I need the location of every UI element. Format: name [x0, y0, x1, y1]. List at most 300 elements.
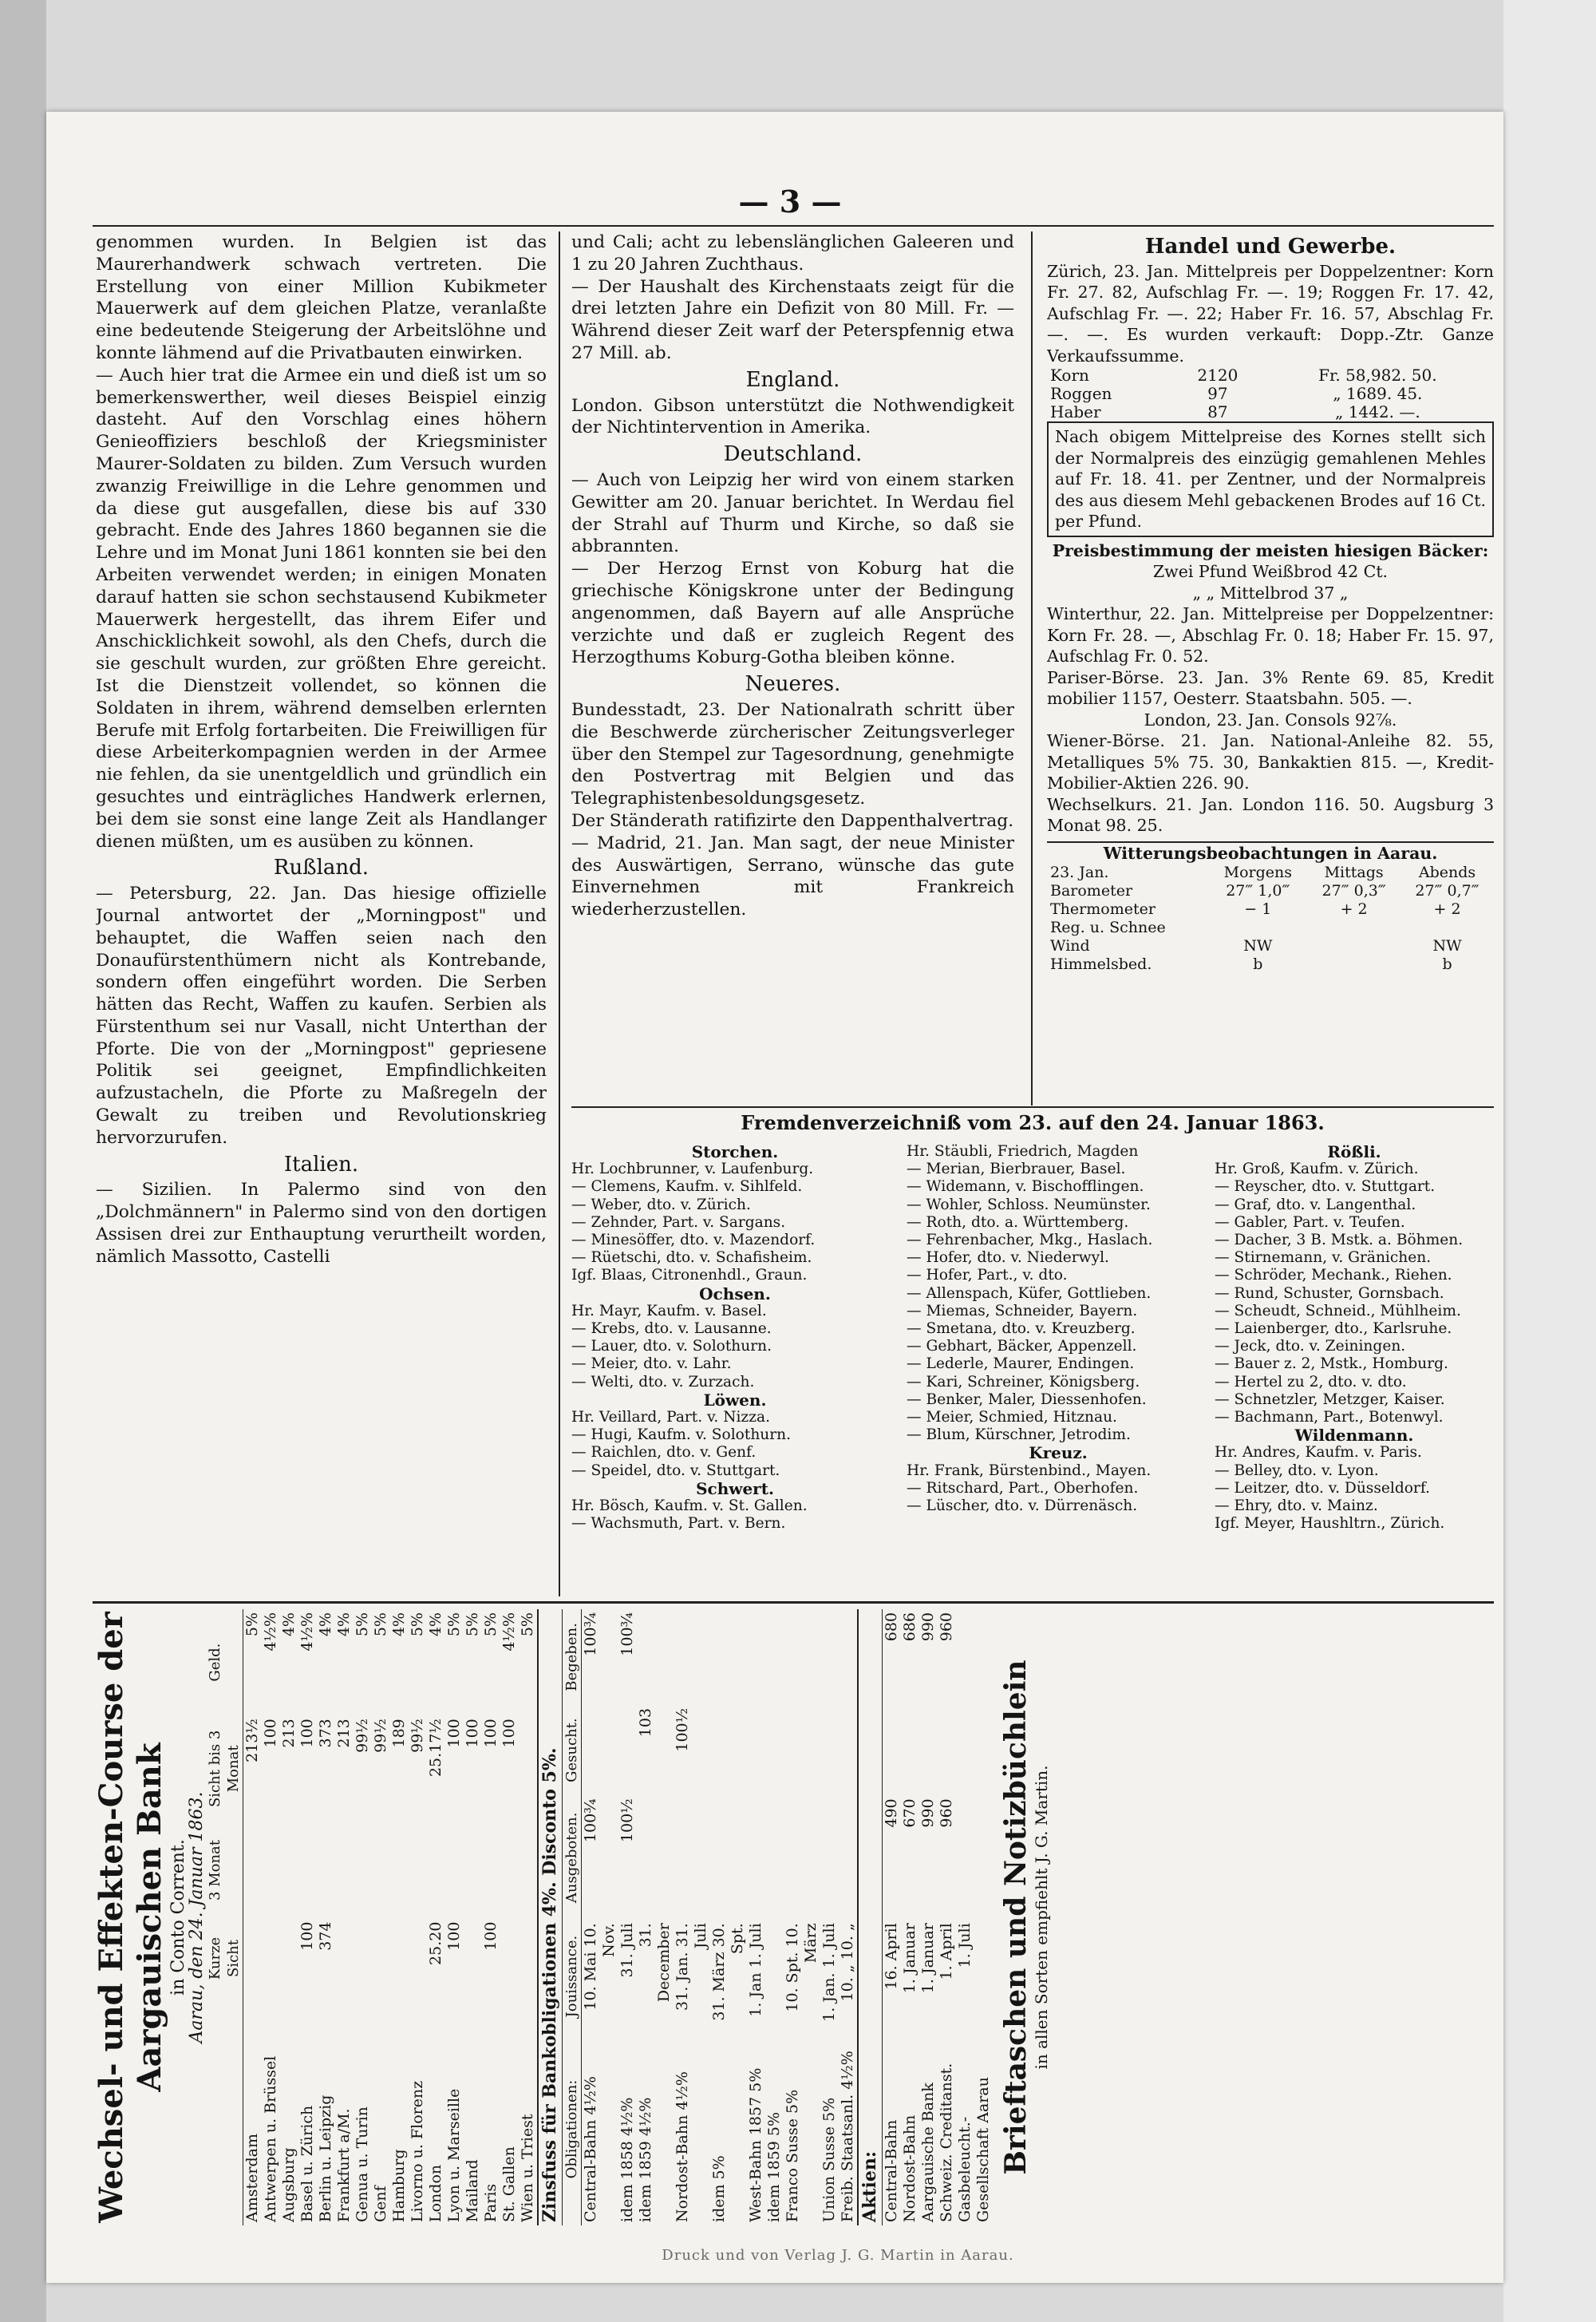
row-value: [500, 1822, 519, 1918]
guest-entry: — Speidel, dto. v. Stuttgart.: [571, 1462, 780, 1479]
row-label: Nordost-Bahn: [901, 2114, 918, 2222]
column-divider-1: [559, 231, 560, 1596]
table-row: [335, 1609, 354, 2225]
obligations-table: [563, 1609, 993, 2225]
sales-table: [1047, 366, 1494, 421]
row-value: 5%: [409, 1612, 426, 1637]
row-value: [956, 1705, 993, 1795]
aktien-heading-row: Aktien:: [858, 1609, 883, 2225]
row-value: 4%: [335, 1612, 353, 1637]
row-label: London: [427, 2164, 444, 2222]
guest-entry: Hr. Mayr, Kaufm. v. Basel.: [571, 1302, 767, 1319]
row-value: 100: [482, 1921, 500, 1951]
table-row: [317, 1609, 335, 2225]
table-header-row: Kurze Sicht 3 Monat Sicht bis 3 Monat Geld.: [206, 1609, 243, 2225]
guest-entry: — Weber, dto. v. Zürich.: [571, 1196, 751, 1213]
row-label: Schweiz. Creditanst.: [938, 2063, 955, 2222]
guest-entry: — Minesöffer, dto. v. Mazendorf.: [571, 1232, 816, 1249]
row-value: [710, 1609, 747, 1705]
article-paragraph: und Cali; acht zu lebenslänglichen Galeeren und 1 zu 20 Jahren Zuchthaus.: [571, 232, 1014, 275]
guest-register: [571, 1111, 1494, 1596]
row-value: [938, 1705, 956, 1795]
row-value: 4½%: [500, 1612, 518, 1652]
guest-entry: — Schröder, Mechank., Riehen.: [1215, 1267, 1452, 1284]
guest-entry: — Lederle, Maurer, Endingen.: [907, 1355, 1135, 1373]
row-value: 100: [482, 1719, 500, 1748]
row-value: [500, 1919, 519, 1999]
bakery-price-1: Zwei Pfund Weißbrod 42 Ct.: [1152, 562, 1389, 581]
hotel-heading: Wildenmann.: [1294, 1426, 1414, 1446]
guest-column-3: [1215, 1143, 1494, 1533]
row-value: [262, 1822, 280, 1918]
guest-entry: — Miemas, Schneider, Bayern.: [907, 1302, 1138, 1319]
row-value: 5%: [372, 1612, 389, 1637]
weather-heading: Witterungsbeobachtungen in Aarau.: [1047, 841, 1494, 864]
row-value: 1. Januar: [901, 1923, 918, 1994]
exchange-date: Aarau, den 24. Januar 1863.: [187, 1791, 207, 2043]
table-header-row: Obligationen: Jouissance. Ausgeboten. Gesucht. Begeben.: [563, 1609, 582, 2225]
guest-entry: — Lauer, dto. v. Solothurn.: [571, 1338, 772, 1355]
row-value: 680: [883, 1612, 900, 1642]
hotel-heading: Rößli.: [1327, 1143, 1381, 1161]
table-row: Thermometer − 1 + 2 + 2: [1050, 900, 1461, 918]
zinsfuss-line: Zinsfuss für Bankobligationen 4%. Disconto 5%.: [537, 1609, 563, 2225]
bakery-price-2: „ „ Mittelbrod 37 „: [1192, 583, 1349, 603]
row-value: 4½%: [298, 1612, 316, 1652]
row-value: 4½%: [262, 1612, 279, 1652]
row-value: [784, 1705, 820, 1795]
guest-entry: — Krebs, dto. v. Lausanne.: [571, 1320, 772, 1338]
row-label: Hamburg: [390, 2149, 408, 2222]
row-value: 10. Mai 10. Nov.: [582, 1923, 618, 2011]
row-value: 100½: [674, 1707, 691, 1752]
row-label: Berlin u. Leipzig: [317, 2095, 334, 2222]
article-paragraph: — Madrid, 21. Jan. Man sagt, der neue Minister des Auswärtigen, Serrano, wünsche das gute Einvernehmen mit Frankreich wiederherzustellen.: [571, 833, 1014, 920]
row-label: Union Susse 5%: [820, 2097, 838, 2222]
row-value: [765, 1795, 784, 1920]
table-row: [354, 1609, 372, 2225]
table-row: [582, 1609, 619, 2225]
row-label: Amsterdam: [243, 2134, 261, 2222]
table-row: Roggen 97 „ 1689. 45.: [1050, 384, 1423, 403]
guest-entry: — Graf, dto. v. Langenthal.: [1215, 1196, 1416, 1213]
row-value: [784, 1609, 820, 1705]
row-value: 374: [317, 1921, 334, 1951]
row-value: 5%: [519, 1612, 536, 1637]
guest-entry: — Roth, dto. a. Württemberg.: [907, 1213, 1129, 1231]
guest-entry: — Fehrenbacher, Mkg., Haslach.: [907, 1232, 1153, 1249]
table-row: [710, 1609, 747, 2225]
market-london: London, 23. Jan. Consols 92⅞.: [1144, 710, 1397, 730]
row-value: 5%: [354, 1612, 371, 1637]
row-value: [582, 1705, 619, 1795]
guest-entry: — Bachmann, Part., Botenwyl.: [1215, 1409, 1444, 1426]
guest-entry: — Blum, Kürschner, Jetrodim.: [907, 1426, 1131, 1444]
row-label: Mailand: [464, 2159, 481, 2222]
scan-right-edge: [1503, 0, 1596, 2322]
guest-column-2: [907, 1143, 1210, 1515]
table-row: [482, 1609, 500, 2225]
article-paragraph: Der Ständerath ratifizirte den Dappenthalvertrag.: [571, 810, 1014, 831]
row-value: [883, 1705, 902, 1795]
guest-entry: — Jeck, dto. v. Zeiningen.: [1215, 1338, 1406, 1355]
table-row: Haber 87 „ 1442. —.: [1050, 402, 1420, 421]
row-label: idem 1859 4½%: [637, 2097, 654, 2222]
hotel-heading: Kreuz.: [1029, 1443, 1088, 1463]
guest-entry: Igf. Meyer, Haushltrn., Zürich.: [1215, 1515, 1445, 1533]
row-value: 670: [901, 1798, 918, 1828]
section-heading-neueres: Neueres.: [745, 672, 841, 697]
row-value: [674, 1795, 710, 1920]
row-value: [372, 1919, 390, 1999]
row-value: [482, 1822, 500, 1918]
article-paragraph: — Der Haushalt des Kirchenstaats zeigt für die drei letzten Jahre ein Defizit von 80 Mill. Fr. — Während dieser Zeit warf der Peterspfennig etwa 27 Mill. ab.: [571, 276, 1014, 363]
row-value: 960: [938, 1798, 955, 1828]
row-value: [747, 1705, 765, 1795]
row-value: 1. Juli: [956, 1923, 974, 1968]
row-label: West-Bahn 1857 5%: [747, 2067, 764, 2222]
row-value: 100¾: [618, 1612, 636, 1656]
row-value: 960: [938, 1612, 955, 1642]
row-value: 100: [262, 1719, 279, 1748]
row-value: 5%: [445, 1612, 463, 1637]
guest-entry: — Bauer z. 2, Mstk., Homburg.: [1215, 1355, 1448, 1373]
row-value: 990: [919, 1798, 937, 1828]
guest-entry: Hr. Veillard, Part. v. Nizza.: [571, 1409, 771, 1426]
guest-entry: — Clemens, Kaufm. v. Sihlfeld.: [571, 1178, 803, 1196]
row-value: [335, 1919, 354, 1999]
table-row: [243, 1609, 263, 2225]
row-label: Franco Susse 5%: [784, 2089, 801, 2222]
article-paragraph: London. Gibson unterstützt die Nothwendigkeit der Nichtintervention in Amerika.: [571, 395, 1014, 438]
guest-column-1: [571, 1143, 899, 1533]
row-value: [280, 1822, 298, 1918]
row-label: Antwerpen u. Brüssel: [262, 2055, 279, 2222]
column-3-market-report: [1047, 231, 1494, 1106]
row-label: Central-Bahn 4½%: [582, 2076, 599, 2222]
row-value: 5%: [482, 1612, 500, 1637]
row-label: idem 1859 5%: [765, 2111, 783, 2222]
guest-entry: Hr. Stäubli, Friedrich, Magden: [907, 1143, 1139, 1160]
column-1: [96, 231, 547, 1588]
guest-entry: — Schnetzler, Metzger, Kaiser.: [1215, 1390, 1445, 1408]
row-value: 1. Januar: [919, 1923, 937, 1994]
row-value: [390, 1919, 409, 1999]
guest-entry: — Ehry, dto. v. Mainz.: [1215, 1497, 1378, 1515]
row-value: 1. Jan 1. Juli: [747, 1923, 764, 2017]
normal-price-box: Nach obigem Mittelpreise des Kornes stellt sich der Normalpreis des einzügig gemahlenen Mehles auf Fr. 18. 41. per Zentner, und der Normalpreis des aus diesem Mehl gebackenen Brodes auf 16 Ct. per Pfund.: [1047, 421, 1494, 537]
row-value: [747, 1795, 765, 1920]
row-value: [390, 1822, 409, 1918]
row-value: 100: [298, 1921, 316, 1951]
row-value: [765, 1705, 784, 1795]
hotel-heading: Storchen.: [691, 1143, 779, 1161]
row-value: 100½: [618, 1798, 636, 1843]
guest-entry: — Leitzer, dto. v. Düsseldorf.: [1215, 1479, 1430, 1497]
guest-entry: — Ritschard, Part., Oberhofen.: [907, 1479, 1139, 1497]
row-value: 31. December: [637, 1923, 673, 2003]
row-value: 373: [317, 1719, 334, 1748]
section-heading-italien: Italien.: [283, 1152, 359, 1177]
section-rule: [93, 1601, 1494, 1604]
table-row: [500, 1609, 519, 2225]
exchange-rates-rotated: [93, 1609, 1494, 2225]
header-rule: [93, 225, 1494, 227]
aktien-rows: [883, 1609, 994, 2225]
row-value: 213: [335, 1719, 353, 1748]
exchange-rates-panel: [93, 1609, 1494, 2225]
row-value: [464, 1919, 482, 1999]
bakery-price-heading: Preisbestimmung der meisten hiesigen Bäcker:: [1052, 540, 1489, 560]
row-value: 10. Spt. 10. März: [784, 1923, 820, 2012]
table-row: [674, 1609, 710, 2225]
exchange-table: [206, 1609, 537, 2225]
row-value: [445, 1822, 464, 1918]
row-value: [956, 1609, 993, 1705]
row-value: [710, 1705, 747, 1795]
imprint: Druck und von Verlag J. G. Martin in Aarau.: [662, 2247, 1014, 2264]
row-label: idem 1858 4½%: [618, 2097, 636, 2222]
row-value: 100¾: [582, 1612, 599, 1656]
table-row: [618, 1609, 637, 2225]
row-value: [765, 1920, 784, 2033]
row-label: Central-Bahn: [883, 2119, 900, 2222]
article-paragraph: genommen wurden. In Belgien ist das Maurerhandwerk schwach vertreten. Die Erstellung von einer Million Kubikmeter Mauerwerk auf dem gleichen Platze, veranlaßte eine bedeutende Steigerung der Arbeitslöhne und konnte lähmend auf die Privatbauten einwirken.: [96, 232, 547, 363]
row-label: Freib. Staatsanl. 4½%: [839, 2051, 856, 2222]
table-row: Wind NW NW: [1050, 937, 1462, 955]
row-label: idem 5%: [710, 2155, 728, 2222]
table-row: [938, 1609, 956, 2225]
hotel-heading: Ochsen.: [699, 1284, 771, 1303]
row-value: 1. April: [938, 1923, 955, 1980]
table-row: [839, 1609, 858, 2225]
row-value: 100: [298, 1719, 316, 1748]
article-paragraph: Bundesstadt, 23. Der Nationalrath schritt über die Beschwerde zürcherischer Zeitungsverleger über den Stempel zur Tagesordnung, genehmigte den Postvertrag mit Belgien und das Telegraphistenbesoldungsgesetz.: [571, 699, 1014, 809]
table-row: Himmelsbed. b b: [1050, 955, 1452, 973]
hotel-heading: Schwert.: [696, 1478, 774, 1498]
row-value: 100: [464, 1719, 481, 1748]
row-value: 100¾: [582, 1798, 599, 1843]
row-label: Genua u. Turin: [354, 2106, 371, 2222]
table-row: [445, 1609, 464, 2225]
guest-entry: — Kari, Schreiner, Königsberg.: [907, 1373, 1140, 1390]
row-value: [409, 1822, 427, 1918]
row-value: 4%: [390, 1612, 408, 1637]
guest-entry: Igf. Blaas, Citronenhdl., Graun.: [571, 1267, 808, 1284]
table-header-row: 23. Jan. Morgens Mittags Abends: [1050, 864, 1476, 881]
row-label: Genf: [372, 2186, 389, 2222]
guest-entry: Hr. Bösch, Kaufm. v. St. Gallen.: [571, 1497, 808, 1515]
row-value: [427, 1822, 445, 1918]
guest-entry: — Hofer, dto. v. Niederwyl.: [907, 1249, 1109, 1267]
row-value: 189: [390, 1719, 408, 1748]
guest-entry: — Dacher, 3 B. Mstk. a. Böhmen.: [1215, 1232, 1464, 1249]
hotel-heading: Löwen.: [703, 1390, 767, 1410]
row-value: [839, 1795, 858, 1920]
row-label: Basel u. Zürich: [298, 2105, 316, 2222]
table-row: [637, 1609, 674, 2225]
row-value: [637, 1795, 674, 1920]
row-value: 4%: [280, 1612, 298, 1637]
guest-entry: — Welti, dto. v. Zurzach.: [571, 1373, 755, 1390]
guest-entry: — Wohler, Schloss. Neumünster.: [907, 1196, 1151, 1213]
row-value: [519, 1715, 537, 1822]
advert-subtitle: in allen Sorten empfiehlt J. G. Martin.: [1032, 1765, 1051, 2070]
guest-entry: — Belley, dto. v. Lyon.: [1215, 1462, 1379, 1479]
market-wechsel: Wechselkurs. 21. Jan. London 116. 50. Augsburg 3 Monat 98. 25.: [1047, 794, 1494, 835]
guest-entry: — Meier, dto. v. Lahr.: [571, 1355, 732, 1373]
column-divider-2: [1031, 231, 1033, 1106]
row-value: 31. März 30. Spt.: [710, 1923, 746, 2021]
exchange-rows: [243, 1609, 538, 2225]
advert-title: Brieftaschen und Notizbüchlein: [999, 1659, 1033, 2175]
row-value: 686: [901, 1612, 918, 1642]
row-value: 490: [883, 1798, 900, 1828]
row-value: [820, 1795, 839, 1920]
row-value: [354, 1822, 372, 1918]
row-value: 25.20: [427, 1921, 444, 1965]
table-row: [765, 1609, 784, 2225]
table-row: [901, 1609, 919, 2225]
row-value: 100: [500, 1719, 518, 1748]
row-value: [839, 1705, 858, 1795]
article-paragraph: — Auch von Leipzig her wird von einem starken Gewitter am 20. Januar berichtet. In Werdau fiel der Strahl auf Thurm und Kirche, so daß sie abbrannten.: [571, 469, 1014, 557]
weather-table: [1047, 864, 1494, 974]
row-value: [710, 1795, 747, 1920]
row-value: 100: [445, 1921, 463, 1951]
article-paragraph: — Sizilien. In Palermo sind von den „Dolchmännern" in Palermo sind von den dortigen Assisen drei zur Enthauptung verurtheilt worden, nämlich Massotto, Castelli: [96, 1180, 547, 1267]
obligation-rows: [582, 1609, 859, 2225]
row-value: 25.17½: [427, 1719, 444, 1778]
row-value: [280, 1919, 298, 1999]
row-label: Livorno u. Florenz: [409, 2080, 426, 2222]
table-row: [919, 1609, 938, 2225]
row-value: [243, 1822, 263, 1918]
guest-entry: — Widemann, v. Bischofflingen.: [907, 1178, 1144, 1196]
row-value: 16. April: [883, 1923, 900, 1990]
row-value: [317, 1822, 335, 1918]
table-row: [883, 1609, 902, 2225]
guest-entry: — Hugi, Kaufm. v. Solothurn.: [571, 1426, 792, 1444]
row-value: [820, 1609, 839, 1705]
table-row: [820, 1609, 839, 2225]
row-value: [262, 1919, 280, 1999]
guest-register-title: Fremdenverzeichniß vom 23. auf den 24. Januar 1863.: [741, 1111, 1325, 1134]
exchange-subtitle: in Conto Corrent.: [168, 1839, 188, 1996]
row-value: 31. Jan. 31. Juli: [674, 1923, 709, 2011]
row-value: 990: [919, 1612, 937, 1642]
table-row: [747, 1609, 765, 2225]
row-value: 4%: [317, 1612, 334, 1637]
guest-entry: — Merian, Bierbrauer, Basel.: [907, 1161, 1126, 1178]
row-value: [956, 1795, 993, 1920]
guest-entry: Hr. Andres, Kaufm. v. Paris.: [1215, 1444, 1422, 1462]
row-label: Aargauische Bank: [919, 2083, 937, 2222]
row-value: [464, 1822, 482, 1918]
table-row: [298, 1609, 317, 2225]
column-2: [571, 231, 1014, 1106]
guest-entry: — Reyscher, dto. v. Stuttgart.: [1215, 1178, 1436, 1196]
table-row: [280, 1609, 298, 2225]
row-value: [409, 1919, 427, 1999]
market-paris: Pariser-Börse. 23. Jan. 3% Rente 69. 85, Kredit mobilier 1157, Oesterr. Staatsbahn. 505. —.: [1047, 667, 1494, 708]
table-row: Barometer 27‴ 1,0‴ 27‴ 0,3‴ 27‴ 0,7‴: [1050, 882, 1479, 900]
row-value: 99½: [409, 1719, 426, 1753]
row-value: [519, 1822, 537, 1918]
row-value: 5%: [243, 1612, 261, 1637]
guest-entry: Hr. Lochbrunner, v. Laufenburg.: [571, 1161, 814, 1178]
row-value: [674, 1609, 710, 1705]
row-value: [519, 1919, 537, 1999]
guest-entry: — Lüscher, dto. v. Dürrenäsch.: [907, 1497, 1138, 1515]
section-heading-england: England.: [745, 367, 840, 392]
guest-entry: — Smetana, dto. v. Kreuzberg.: [907, 1320, 1136, 1338]
table-row: [464, 1609, 482, 2225]
row-label: Lyon u. Marseille: [445, 2088, 463, 2222]
row-value: [765, 1609, 784, 1705]
row-value: [372, 1822, 390, 1918]
guest-entry: — Gabler, Part. v. Teufen.: [1215, 1213, 1405, 1231]
market-zurich: Zürich, 23. Jan. Mittelpreis per Doppelzentner: Korn Fr. 27. 82, Aufschlag Fr. —. 19; Roggen Fr. 17. 42, Aufschlag Fr. —. 22; Haber Fr. 16. 57, Abschlag Fr. —. —. Es wurden verkauft: Dopp.-Ztr. Ganze Verkaufssumme.: [1047, 261, 1494, 366]
row-value: [919, 1705, 938, 1795]
row-value: [243, 1919, 263, 1999]
guest-entry: — Scheudt, Schneid., Mühlheim.: [1215, 1302, 1461, 1319]
table-row: [427, 1609, 445, 2225]
row-label: Paris: [482, 2183, 500, 2222]
table-row: [390, 1609, 409, 2225]
guest-entry: — Raichlen, dto. v. Genf.: [571, 1444, 757, 1462]
table-row: [519, 1609, 537, 2225]
market-winterthur: Winterthur, 22. Jan. Mittelpreise per Doppelzentner: Korn Fr. 28. —, Abschlag Fr. 0. 18; Haber Fr. 15. 97, Aufschlag Fr. 0. 52.: [1047, 604, 1494, 666]
scan-left-edge: [0, 0, 46, 2322]
row-value: 213: [280, 1719, 298, 1748]
row-value: [618, 1705, 637, 1795]
row-value: 103: [637, 1707, 654, 1738]
table-row: [784, 1609, 820, 2225]
guest-entry: — Stirnemann, v. Gränichen.: [1215, 1249, 1432, 1267]
guest-entry: — Rüetschi, dto. v. Schafisheim.: [571, 1249, 812, 1267]
table-row: Reg. u. Schnee: [1050, 919, 1166, 936]
row-value: 5%: [464, 1612, 481, 1637]
table-row: [372, 1609, 390, 2225]
row-value: [820, 1705, 839, 1795]
section-heading-handel: Handel und Gewerbe.: [1144, 235, 1396, 259]
guest-entry: — Wachsmuth, Part. v. Bern.: [571, 1515, 786, 1533]
article-paragraph: — Der Herzog Ernst von Koburg hat die griechische Königskrone unter der Bedingung angenommen, daß Bayern auf alle Ansprüche verzichte und daß er zugleich Regent des Herzogthums Koburg-Gotha bleiben könne.: [571, 559, 1014, 668]
row-value: [747, 1609, 765, 1705]
guest-entry: — Zehnder, Part. v. Sargans.: [571, 1213, 786, 1231]
row-value: [637, 1609, 674, 1705]
article-paragraph: — Auch hier trat die Armee ein und dieß ist um so bemerkenswerther, weil dieses Beispiel einzig dasteht. Auf den Vorschlag eines höhern Genieoffiziers beschloß der Kriegsminister Maurer-Soldaten zu bilden. Zum Versuch wurden zwanzig Freiwillige in die Lehre genommen und da diese gut ausgefallen, diese bis auf 330 gebracht. Ende des Jahres 1860 begannen sie die Lehre und im Monat Juni 1861 konnten sie bei den Arbeiten verwendet werden; in einigen Monaten darauf hatten sie schon sechstausend Kubikmeter Mauerwerk hergestellt, das ihrem Eifer und Anschicklichkeit sowohl, als den Chefs, durch die sie geschult wurden, zur größten Ehre gereicht. Ist die Dienstzeit vollendet, so können die Soldaten in ihrem, während demselben erlernten Berufe mit Erfolg fortarbeiten. Die Freiwilligen für diese Arbeiterkompagnien werden in der Armee nie fehlen, da sie unentgeldlich und gründlich ein gesuchtes und einträgliches Handwerk erlernen, bei dem sie sonst eine lange Zeit als Handlanger dienen müßten, um es ausüben zu können.: [96, 365, 547, 852]
row-value: [335, 1822, 354, 1918]
row-value: 1. Jan. 1. Juli: [820, 1923, 838, 2022]
row-value: 10. „ 10. „: [839, 1923, 856, 2002]
row-value: 100: [445, 1719, 463, 1748]
row-value: 213½: [243, 1719, 261, 1762]
guest-entry: — Meier, Schmied, Hitznau.: [907, 1409, 1117, 1426]
guest-entry: — Hofer, Part., v. dto.: [907, 1267, 1068, 1284]
row-value: [354, 1919, 372, 1999]
market-wien: Wiener-Börse. 21. Jan. National-Anleihe 82. 55, Metalliques 5% 75. 30, Bankaktien 815. —, Kredit-Mobilier-Aktien 226. 90.: [1047, 731, 1494, 793]
row-value: 4%: [427, 1612, 444, 1637]
row-value: [298, 1822, 317, 1918]
row-label: Nordost-Bahn 4½%: [674, 2071, 691, 2222]
row-label: Gasbeleucht.-Gesellschaft Aarau: [956, 2077, 992, 2222]
guest-entry: — Gebhart, Bäcker, Appenzell.: [907, 1338, 1137, 1355]
guest-entry: — Allenspach, Küfer, Gottlieben.: [907, 1284, 1152, 1302]
guest-entry: Hr. Frank, Bürstenbind., Mayen.: [907, 1462, 1152, 1479]
row-value: 99½: [372, 1719, 389, 1753]
